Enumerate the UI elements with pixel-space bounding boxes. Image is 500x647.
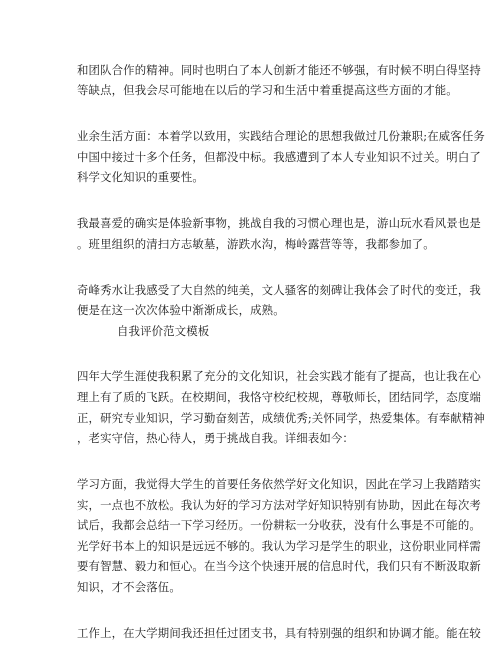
text-line: 知识，才不会落伍。 <box>77 580 181 594</box>
text-line: 工作上，在大学期间我还担任过团支书，具有特别强的组织和协调才能。能在较 <box>77 626 481 640</box>
text-line: 四年大学生涯使我积累了充分的文化知识，社会实践才能有了提高，也让我在心 <box>77 369 481 383</box>
text-line: 奇峰秀水让我感受了大自然的纯美，文人骚客的刻碑让我体会了时代的变迁，我 <box>77 283 481 297</box>
text-line: 要有智慧、毅力和恒心。在当今这个快速开展的信息时代，我们只有不断汲取新 <box>77 559 481 573</box>
text-line: 理上有了质的飞跃。在校期间，我恪守校纪校规，尊敬师长，团结同学，态度端 <box>77 390 481 404</box>
text-line: 正，研究专业知识，学习勤奋刻苦，成绩优秀;关怀同学，热爱集体。有奉献精神 <box>77 411 485 425</box>
text-line: 光学好书本上的知识是远远不够的。我认为学习是学生的职业，这份职业同样需 <box>77 539 481 553</box>
text-line: 便是在这一次次体验中渐渐成长，成熟。 <box>77 303 285 317</box>
text-line: 我最喜爱的确实是体验新事物，挑战自我的习惯心理也是，游山玩水看风景也是 <box>77 216 481 230</box>
text-line: 学习方面，我觉得大学生的首要任务依然学好文化知识，因此在学习上我踏踏实 <box>77 477 481 491</box>
text-line: 和团队合作的精神。同时也明白了本人创新才能还不够强，有时候不明白得坚持 <box>77 63 481 77</box>
text-line: 业余生活方面：本着学以致用，实践结合理论的思想我做过几份兼职;在威客任务 <box>77 129 485 143</box>
text-line: 中国中接过十多个任务，但都没中标。我感遭到了本人专业知识不过关。明白了 <box>77 150 481 164</box>
text-line: 试后，我都会总结一下学习经历。一份耕耘一分收获，没有什么事是不可能的。 <box>77 518 481 532</box>
text-line: ，老实守信，热心待人，勇于挑战自我。详细表如今： <box>77 431 354 445</box>
text-line: 科学文化知识的重要性。 <box>77 170 204 184</box>
section-title: 自我评价范文模板 <box>117 324 210 338</box>
text-line: 实，一点也不放松。我认为好的学习方法对学好知识特别有协助，因此在每次考 <box>77 498 481 512</box>
text-line: 等缺点，但我会尽可能地在以后的学习和生活中着重提高这些方面的才能。 <box>77 83 458 97</box>
text-line: 。班里组织的清扫方志敏墓，游跌水沟，梅岭露营等等，我都参加了。 <box>77 237 435 251</box>
